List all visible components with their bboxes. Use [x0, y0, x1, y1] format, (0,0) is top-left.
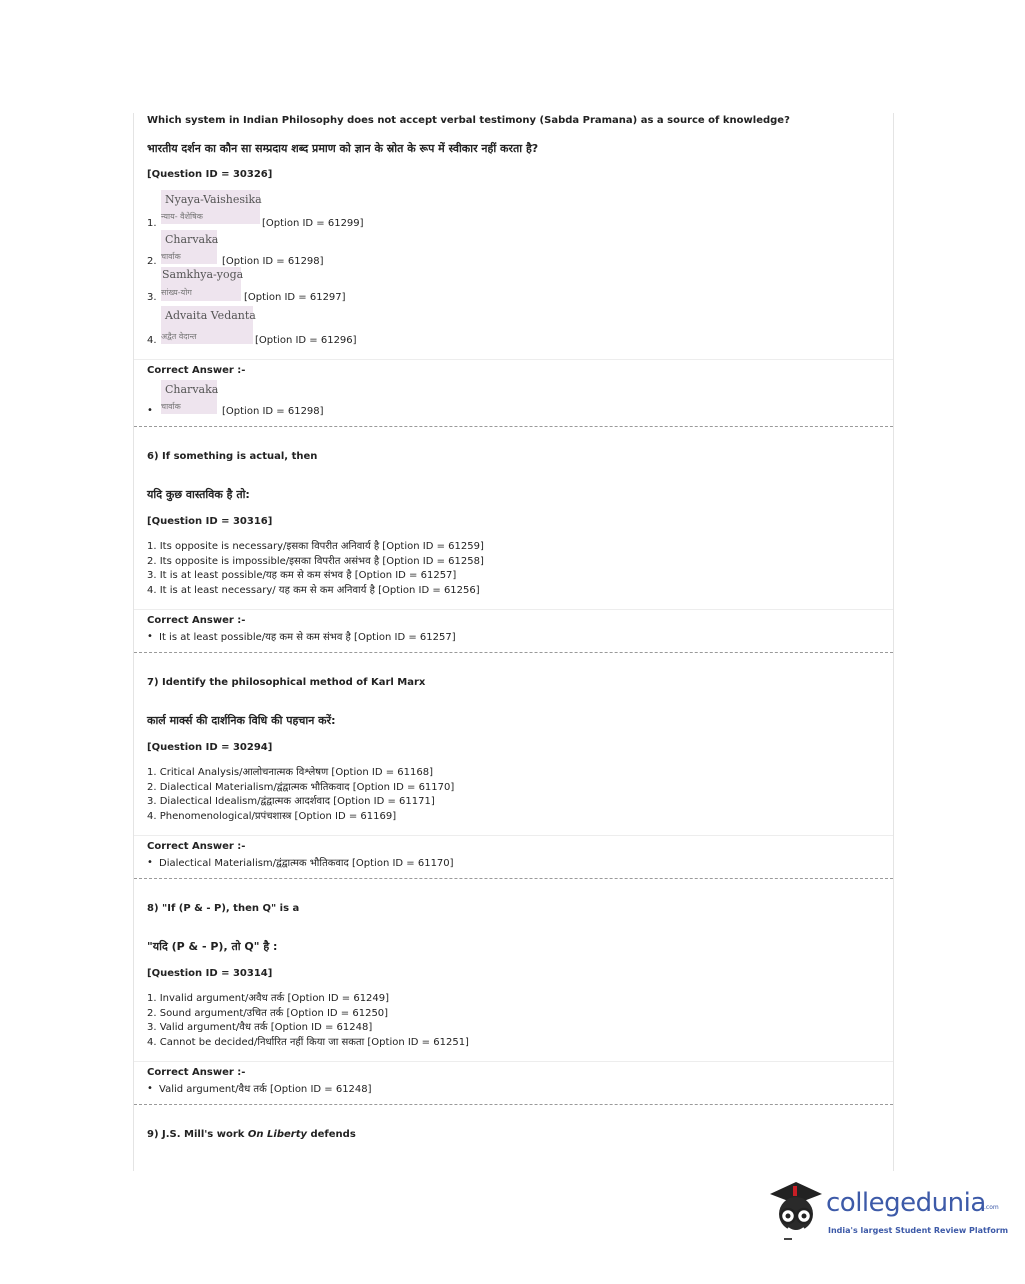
question-9-text-en: 9) J.S. Mill's work On Liberty defends — [147, 1129, 356, 1140]
correct-answer-image: Charvaka चार्वाक — [161, 380, 217, 414]
brand-domain: .com — [984, 1204, 999, 1211]
option-4-image: Advaita Vedanta अद्वैत वेदान्त — [161, 306, 253, 344]
option-1-id: [Option ID = 61299] — [262, 218, 364, 229]
question-6-option-4: 4. It is at least necessary/ यह कम से कम अनिवार्य है [Option ID = 61256] — [147, 585, 480, 596]
option-4-number: 4. — [147, 335, 157, 346]
correct-answer-id: [Option ID = 61298] — [222, 406, 324, 417]
question-7-option-1: 1. Critical Analysis/आलोचनात्मक विश्लेषण [Option ID = 61168] — [147, 767, 433, 778]
bullet-icon: • — [147, 1083, 153, 1094]
question-8-text-hi: "यदि (P & - P), तो Q" है : — [147, 940, 278, 953]
question-7-text-hi: कार्ल मार्क्स की दार्शनिक विधि की पहचान करें: — [147, 714, 336, 727]
divider — [134, 835, 893, 836]
question-8-correct-answer: Valid argument/वैध तर्क [Option ID = 61248] — [159, 1084, 372, 1095]
option-4-id: [Option ID = 61296] — [255, 335, 357, 346]
bullet-icon: • — [147, 405, 153, 416]
option-2-image: Charvaka चार्वाक — [161, 230, 217, 264]
correct-answer-label: Correct Answer :- — [147, 1067, 246, 1078]
question-5-text-en: Which system in Indian Philosophy does not accept verbal testimony (Sabda Pramana) as a source of knowledge? — [147, 115, 790, 126]
question-6-option-3: 3. It is at least possible/यह कम से कम संभव है [Option ID = 61257] — [147, 570, 457, 581]
collegedunia-logo — [766, 1178, 1009, 1248]
question-8-option-2: 2. Sound argument/उचित तर्क [Option ID = 61250] — [147, 1008, 389, 1019]
question-8-option-4: 4. Cannot be decided/निर्धारित नहीं किया जा सकता [Option ID = 61251] — [147, 1037, 469, 1048]
option-1-number: 1. — [147, 218, 157, 229]
question-6-option-1: 1. Its opposite is necessary/इसका विपरीत अनिवार्य है [Option ID = 61259] — [147, 541, 484, 552]
question-8-text-en: 8) "If (P & - P), then Q" is a — [147, 903, 300, 914]
divider — [134, 359, 893, 360]
divider — [134, 1061, 893, 1062]
question-6-id: [Question ID = 30316] — [147, 516, 273, 527]
question-5-id: [Question ID = 30326] — [147, 169, 273, 180]
correct-answer-label: Correct Answer :- — [147, 365, 246, 376]
question-6-option-2: 2. Its opposite is impossible/इसका विपरीत असंभव है [Option ID = 61258] — [147, 556, 484, 567]
option-3-number: 3. — [147, 292, 157, 303]
bullet-icon: • — [147, 631, 153, 642]
bullet-icon: • — [147, 857, 153, 868]
option-2-id: [Option ID = 61298] — [222, 256, 324, 267]
option-3-id: [Option ID = 61297] — [244, 292, 346, 303]
question-7-correct-answer: Dialectical Materialism/द्वंद्वात्मक भौतिकवाद [Option ID = 61170] — [159, 858, 454, 869]
question-separator — [134, 878, 893, 879]
question-7-option-4: 4. Phenomenological/प्रपंचशास्त्र [Option ID = 61169] — [147, 811, 397, 822]
question-8-id: [Question ID = 30314] — [147, 968, 273, 979]
question-6-correct-answer: It is at least possible/यह कम से कम संभव है [Option ID = 61257] — [159, 632, 456, 643]
question-8-option-3: 3. Valid argument/वैध तर्क [Option ID = 61248] — [147, 1022, 373, 1033]
brand-tagline: India's largest Student Review Platform — [828, 1226, 1009, 1235]
question-7-id: [Question ID = 30294] — [147, 742, 273, 753]
question-8-option-1: 1. Invalid argument/अवैध तर्क [Option ID = 61249] — [147, 993, 390, 1004]
divider — [134, 609, 893, 610]
correct-answer-label: Correct Answer :- — [147, 615, 246, 626]
question-separator — [134, 652, 893, 653]
option-3-image: Samkhya-yoga सांख्य-योग — [161, 267, 241, 301]
question-7-option-3: 3. Dialectical Idealism/द्वंद्वात्मक आदर्शवाद [Option ID = 61171] — [147, 796, 435, 807]
option-2-number: 2. — [147, 256, 157, 267]
question-separator — [134, 426, 893, 427]
mascot-icon — [766, 1178, 826, 1248]
question-5-text-hi: भारतीय दर्शन का कौन सा सम्प्रदाय शब्द प्रमाण को ज्ञान के स्रोत के रूप में स्वीकार नहीं करता है? — [147, 142, 539, 155]
brand-name: collegedunia — [826, 1188, 986, 1218]
question-6-text-en: 6) If something is actual, then — [147, 451, 318, 462]
question-paper — [133, 113, 894, 1171]
question-6-text-hi: यदि कुछ वास्तविक है तो: — [147, 488, 250, 501]
question-7-option-2: 2. Dialectical Materialism/द्वंद्वात्मक भौतिकवाद [Option ID = 61170] — [147, 782, 455, 793]
correct-answer-label: Correct Answer :- — [147, 841, 246, 852]
option-1-image: Nyaya-Vaishesika न्याय- वैशेषिक — [161, 190, 260, 224]
question-separator — [134, 1104, 893, 1105]
question-7-text-en: 7) Identify the philosophical method of Karl Marx — [147, 677, 426, 688]
